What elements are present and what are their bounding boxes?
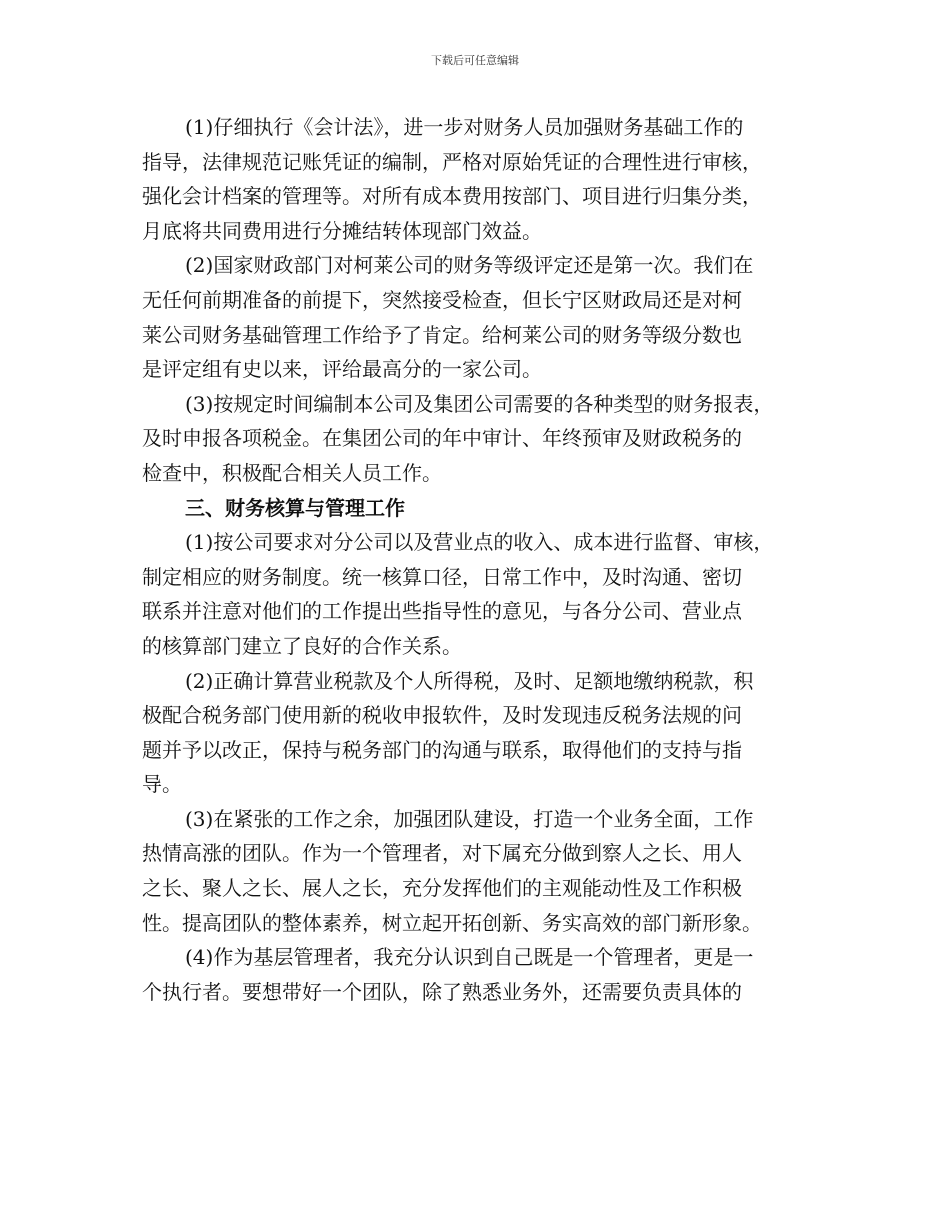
text-line: 之长、聚人之长、展人之长，充分发挥他们的主观能动性及工作积极 [142,876,742,901]
text-line: (1)仔细执行《会计法》，进一步对财务人员加强财务基础工作的 [185,115,744,139]
text-line: 月底将共同费用进行分摊结转体现部门效益。 [142,218,542,243]
text-line: (2)正确计算营业税款及个人所得税，及时、足额地缴纳税款，积 [185,668,754,693]
text-line: 题并予以改正，保持与税务部门的沟通与联系，取得他们的支持与指 [142,737,742,762]
text-line: 及时申报各项税金。在集团公司的年中审计、年终预审及财政税务的 [142,426,742,451]
text-line: 热情高涨的团队。作为一个管理者，对下属充分做到察人之长、用人 [142,841,742,866]
text-line: 是评定组有史以来，评给最高分的一家公司。 [142,357,542,382]
text-line: 莱公司财务基础管理工作给予了肯定。给柯莱公司的财务等级分数也 [142,322,742,347]
section-heading: 三、财务核算与管理工作 [185,495,405,520]
page-header: 下载后可任意编辑 [431,54,519,67]
text-line: 制定相应的财务制度。统一核算口径，日常工作中，及时沟通、密切 [142,564,742,589]
text-line: 指导，法律规范记账凭证的编制，严格对原始凭证的合理性进行审核， [142,149,762,174]
text-line: (1)按公司要求对分公司以及营业点的收入、成本进行监督、审核， [185,530,774,555]
text-line: 联系并注意对他们的工作提出些指导性的意见，与各分公司、营业点 [142,599,742,624]
text-line: 强化会计档案的管理等。对所有成本费用按部门、项目进行归集分类， [142,184,762,209]
text-line: 检查中，积极配合相关人员工作。 [142,460,442,485]
text-line: (3)按规定时间编制本公司及集团公司需要的各种类型的财务报表， [185,391,774,416]
text-line: 的核算部门建立了良好的合作关系。 [142,633,462,658]
text-line: 无任何前期准备的前提下，突然接受检查，但长宁区财政局还是对柯 [142,287,742,312]
text-line: 导。 [142,772,182,797]
text-line: 性。提高团队的整体素养，树立起开拓创新、务实高效的部门新形象。 [142,910,762,935]
text-line: 极配合税务部门使用新的税收申报软件，及时发现违反税务法规的问 [142,703,742,728]
text-line: 个执行者。要想带好一个团队，除了熟悉业务外，还需要负责具体的 [142,979,742,1004]
text-line: (2)国家财政部门对柯莱公司的财务等级评定还是第一次。我们在 [185,253,754,278]
text-line: (3)在紧张的工作之余，加强团队建设，打造一个业务全面，工作 [185,806,754,831]
text-line: (4)作为基层管理者，我充分认识到自己既是一个管理者，更是一 [185,945,754,970]
document-body [142,110,817,1009]
